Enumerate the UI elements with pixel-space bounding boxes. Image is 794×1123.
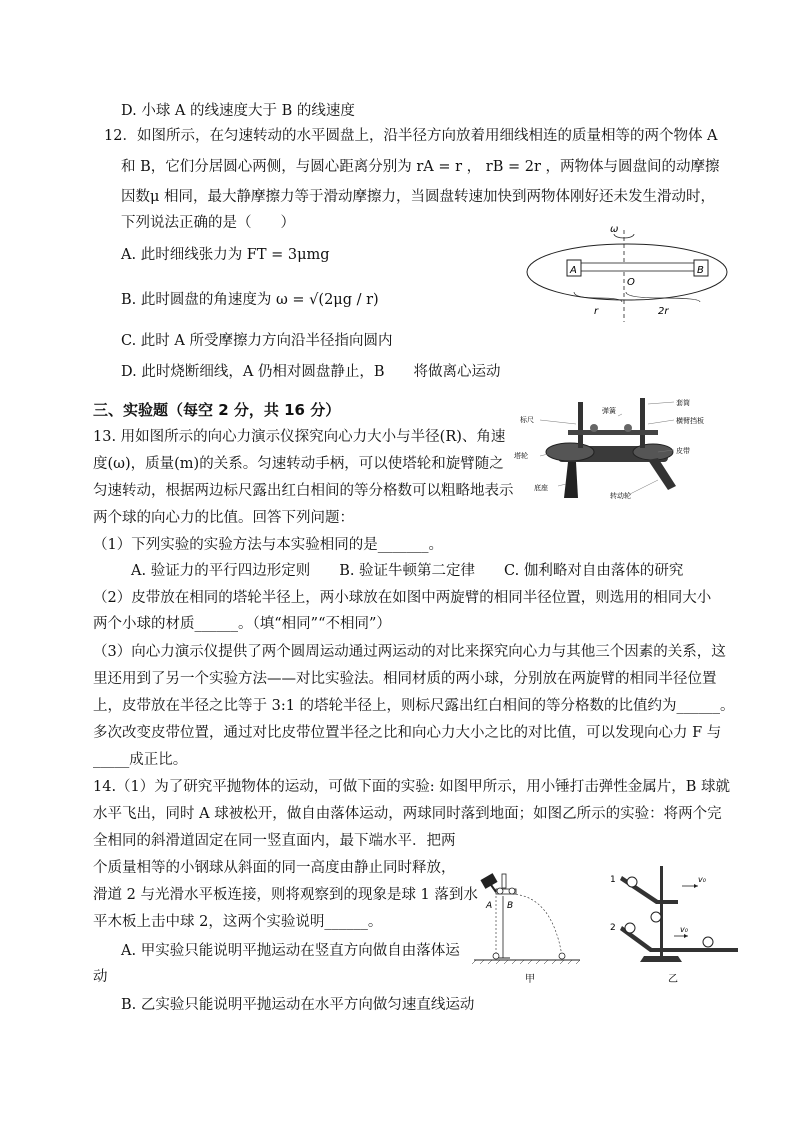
scale-right bbox=[640, 398, 645, 448]
q13-part-1: （1）下列实验的实验方法与本实验相同的是_______。 bbox=[93, 537, 443, 553]
q12-option-b: B. 此时圆盘的角速度为 ω = √(2μg / r) bbox=[121, 292, 379, 308]
q14-line-5: 滑道 2 与光滑水平板连接，则将观察到的现象是球 1 落到水 bbox=[93, 887, 478, 903]
label-a: A bbox=[486, 901, 493, 911]
label-tower-wheel: 塔轮 bbox=[514, 452, 528, 460]
q13-part-1-options: A. 验证力的平行四边形定则 B. 验证牛顿第二定律 C. 伽利略对自由落体的研究 bbox=[131, 563, 684, 579]
ball-2-top bbox=[625, 923, 635, 933]
label-crank-wheel: 转动轮 bbox=[610, 492, 631, 500]
q14-line-4: 个质量相等的小钢球从斜面的同一高度由静止同时释放， bbox=[93, 860, 456, 876]
figure-jia bbox=[472, 856, 592, 986]
q12-option-c: C. 此时 A 所受摩擦力方向沿半径指向圆内 bbox=[121, 333, 393, 349]
caption-yi: 乙 bbox=[668, 974, 678, 985]
brace-r bbox=[574, 292, 622, 302]
scale-left bbox=[578, 402, 583, 448]
ball-a-ground bbox=[493, 953, 499, 959]
projectile-path bbox=[512, 894, 562, 956]
rotating-arm bbox=[568, 430, 658, 435]
block-a-label: A bbox=[570, 265, 577, 276]
stand-base bbox=[640, 956, 682, 962]
q14-line-3: 全相同的斜滑道固定在同一竖直面内，最下端水平．把两 bbox=[93, 833, 456, 849]
figure-yi bbox=[608, 862, 743, 986]
base-leg bbox=[564, 462, 578, 498]
q13-part-3-line-5: _____成正比。 bbox=[93, 752, 188, 768]
q12-stem-line-2: 和 B，它们分居圆心两侧，与圆心距离分别为 rA = r ， rB = 2r ，两物体与圆盘间的动摩擦 bbox=[121, 159, 720, 175]
q13-part-3-line-1: （3）向心力演示仪提供了两个圆周运动通过两运动的对比来探究向心力与其他三个因素的关系，这 bbox=[93, 644, 726, 660]
q11-option-d: D. 小球 A 的线速度大于 B 的线速度 bbox=[121, 103, 355, 119]
centripetal-apparatus-figure bbox=[498, 394, 708, 506]
label-track-2: 2 bbox=[610, 923, 616, 933]
block-b-label: B bbox=[697, 265, 704, 276]
q12-stem-line-4: 下列说法正确的是（ ） bbox=[121, 215, 295, 231]
metal-strip bbox=[502, 874, 506, 888]
label-track-1: 1 bbox=[610, 875, 616, 885]
ball-2-mid bbox=[651, 912, 661, 922]
crank-arm bbox=[648, 458, 676, 490]
label-b: B bbox=[507, 901, 514, 911]
ball-a-top bbox=[497, 888, 503, 894]
q14-line-6: 平木板上击中球 2，这两个实验说明______。 bbox=[93, 914, 383, 930]
caption-jia: 甲 bbox=[525, 974, 535, 985]
q13-stem-line-4: 两个球的向心力的比值。回答下列问题： bbox=[93, 510, 354, 526]
q14-option-b: B. 乙实验只能说明平抛运动在水平方向做匀速直线运动 bbox=[121, 997, 475, 1013]
q14-line-1: 14.（1）为了研究平抛物体的运动，可做下面的实验: 如图甲所示，用小锤打击弹性金属片，B 球就 bbox=[93, 779, 731, 795]
q13-stem-line-2: 度(ω)，质量(m)的关系。匀速转动手柄，可以使塔轮和旋臂随之 bbox=[93, 456, 504, 472]
q13-part-3-line-2: 里还用到了另一个实验方法——对比实验法。相同材质的两小球，分别放在两旋臂的相同半径位置 bbox=[93, 671, 717, 687]
ball-b-top bbox=[509, 888, 515, 894]
q12-stem-line-3: 因数μ 相同，最大静摩擦力等于滑动摩擦力，当圆盘转速加快到两物体刚好还未发生滑动时， bbox=[121, 189, 716, 205]
center-o-label: O bbox=[627, 277, 635, 288]
track-2 bbox=[620, 926, 738, 952]
label-sleeve: 套筒 bbox=[676, 399, 690, 407]
q13-stem-line-1: 13. 用如图所示的向心力演示仪探究向心力大小与半径(R)、角速 bbox=[93, 429, 506, 445]
label-belt: 皮带 bbox=[676, 447, 690, 455]
q12-option-d: D. 此时烧断细线，A 仍相对圆盘静止，B 将做离心运动 bbox=[121, 364, 501, 380]
label-spring: 弹簧 bbox=[602, 407, 616, 415]
ball-1 bbox=[627, 877, 637, 887]
r-label: r bbox=[594, 306, 599, 317]
brace-2r bbox=[626, 292, 700, 302]
v0-label-2: v₀ bbox=[680, 925, 688, 934]
q14-option-a-line-2: 动 bbox=[93, 969, 108, 985]
hammer-head bbox=[480, 873, 497, 889]
string-bar bbox=[568, 263, 694, 271]
q12-stem-line-1: 12．如图所示，在匀速转动的水平圆盘上，沿半径方向放着用细线相连的质量相等的两个物体 A bbox=[104, 128, 718, 144]
rotating-disc-figure bbox=[522, 222, 732, 326]
tower-wheel-left bbox=[546, 443, 594, 461]
vertical-stand bbox=[660, 866, 663, 956]
label-scale: 标尺 bbox=[520, 416, 534, 424]
q13-part-3-line-3: 上，皮带放在半径之比等于 3:1 的塔轮半径上，则标尺露出红白相间的等分格数的比值约为______。 bbox=[93, 698, 735, 714]
tower-wheel-right bbox=[633, 444, 673, 460]
q13-stem-line-3: 匀速转动，根据两边标尺露出红白相间的等分格数可以粗略地表示 bbox=[93, 483, 514, 499]
q12-option-a: A. 此时细线张力为 FT = 3μmg bbox=[121, 247, 330, 263]
ball-right bbox=[624, 424, 632, 432]
omega-label: ω bbox=[610, 224, 619, 235]
label-base: 底座 bbox=[534, 484, 548, 492]
q13-part-2-line-1: （2）皮带放在相同的塔轮半径上，两小球放在如图中两旋臂的相同半径位置，则选用的相同大小 bbox=[93, 590, 712, 606]
v0-label-1: v₀ bbox=[698, 875, 706, 884]
ball-b-ground bbox=[559, 953, 565, 959]
ball-left bbox=[590, 424, 598, 432]
label-arm-baffle: 横臂挡板 bbox=[676, 417, 704, 425]
q14-option-a-line-1: A. 甲实验只能说明平抛运动在竖直方向做自由落体运 bbox=[121, 943, 460, 959]
ground-hatch bbox=[472, 960, 580, 964]
q14-line-2: 水平飞出，同时 A 球被松开，做自由落体运动，两球同时落到地面；如图乙所示的实验：将两个完 bbox=[93, 806, 722, 822]
q13-part-2-line-2: 两个小球的材质______。（填“相同”“不相同”） bbox=[93, 616, 391, 632]
ball-2-plate bbox=[703, 937, 713, 947]
q13-part-3-line-4: 多次改变皮带位置，通过对比皮带位置半径之比和向心力大小之比的对比值，可以发现向心力 F 与 bbox=[93, 725, 722, 741]
2r-label: 2r bbox=[658, 306, 669, 317]
section-title: 三、实验题（每空 2 分，共 16 分） bbox=[93, 401, 341, 419]
